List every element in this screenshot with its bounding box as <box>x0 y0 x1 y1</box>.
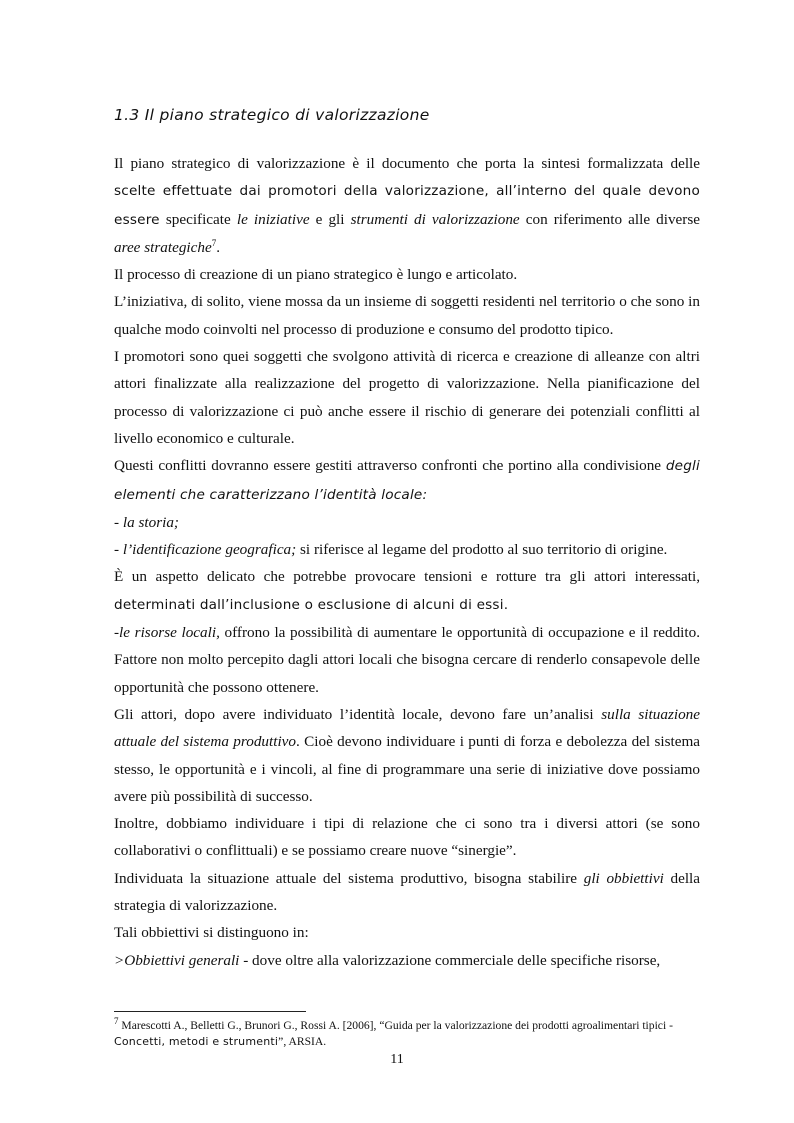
paragraph-11 <box>114 810 700 865</box>
p11-text-a: Inoltre, dobbiamo individuare i tipi di relazione che ci sono tra i diversi attori (se sono <box>114 815 700 833</box>
p14-emph-generali: >Obbiettivi generali <box>114 951 240 969</box>
p7-text-b: si riferisce al legame del prodotto al suo territorio di origine. <box>296 541 668 559</box>
paragraph-7 <box>114 536 700 563</box>
p11-text-b: collaborativi o conflittuali) e se possiamo creare nuove “sinergie”. <box>114 842 517 860</box>
p1-text-j: . <box>216 238 220 256</box>
p1-emph-aree: aree strategiche <box>114 238 212 256</box>
paragraph-5 <box>114 452 700 509</box>
p10-text-c: . Cioè devono individuare i punti di forza e debolezza del sistema stesso, le opportunità e i vincoli, al fine di programmare una serie di iniziative dove possiamo avere più possibilità di successo. <box>114 733 701 805</box>
p1-emph-strumenti: strumenti di valorizzazione <box>350 210 520 228</box>
p8-text-b: determinati dall’inclusione o esclusione di alcuni di essi. <box>114 596 509 613</box>
p10-text-a: Gli attori, dopo avere individuato l’identità locale, devono fare un’analisi <box>114 705 602 723</box>
p1-text-a: Il piano strategico di valorizzazione è il documento che porta la sintesi formalizzata delle <box>114 155 700 172</box>
paragraph-12 <box>114 865 700 920</box>
paragraph-14 <box>114 947 700 974</box>
paragraph-3: L’iniziativa, di solito, viene mossa da un insieme di soggetti residenti nel territorio o che sono in qualche modo coinvolti nel processo di produzione e consumo del prodotto tipico. <box>114 293 700 338</box>
p12-text-a: Individuata la situazione attuale del sistema produttivo, bisogna stabilire <box>114 869 584 887</box>
p10-emph-situazione: sulla situazione attuale del sistema produttivo <box>114 705 700 751</box>
footnote-reference[interactable]: 7 <box>211 237 217 248</box>
p1-text-c: specificate <box>165 210 237 228</box>
p12-emph-obbiettivi: gli obbiettivi <box>583 869 664 887</box>
footnote-divider <box>114 1011 306 1012</box>
paragraph-1 <box>114 150 700 261</box>
paragraph-10 <box>114 701 700 810</box>
paragraph-8 <box>114 563 700 619</box>
footnote <box>114 1018 700 1049</box>
paragraph-2: Il processo di creazione di un piano strategico è lungo e articolato. <box>114 266 518 284</box>
footnote-text-c: ”, ARSIA. <box>278 1034 327 1048</box>
p5-emph-elementi: degli elementi che caratterizzano l’identità locale: <box>114 458 701 503</box>
p7-emph-identificazione: - l’identificazione geografica; <box>114 541 297 559</box>
section-heading: 1.3 Il piano strategico di valorizzazione <box>114 106 430 124</box>
p9-text-b: offrono la possibilità di aumentare le opportunità di occupazione e il reddito. Fattore non molto percepito dagli attori locali che bisogna cercare di renderlo consapevole delle opportunità che possono ottenere. <box>114 624 700 696</box>
body-text <box>114 150 700 974</box>
p6-list-storia: - la storia; <box>114 513 179 531</box>
document-page <box>114 100 700 974</box>
p1-text-b: scelte effettuate dai promotori della valorizzazione, all’interno del quale devono essere <box>114 183 700 228</box>
p1-emph-iniziative: le iniziative <box>236 210 310 228</box>
p14-text-b: - dove oltre alla valorizzazione commerciale delle specifiche risorse, <box>239 951 661 969</box>
page-number: 11 <box>390 1052 404 1067</box>
footnote-text-b: Concetti, metodi e strumenti <box>114 1034 279 1048</box>
paragraph-4: I promotori sono quei soggetti che svolgono attività di ricerca e creazione di alleanze con altri attori finalizzate alla realizzazione del progetto di valorizzazione. Nella pianificazione del processo di valorizzazione ci può anche essere il rischio di generare dei potenziali conflitti al livello economico e culturale. <box>114 348 700 447</box>
p12-text-c: della strategia di valorizzazione. <box>114 869 701 915</box>
p5-text-a: Questi conflitti dovranno essere gestiti attraverso confronti che portino alla condivisione <box>114 457 662 475</box>
p1-text-g: con riferimento alle diverse <box>519 210 700 228</box>
p8-text-a: È un aspetto delicato che potrebbe provocare tensioni e rotture tra gli attori interessati, <box>114 568 700 586</box>
footnote-number: 7 <box>114 1016 119 1027</box>
footnote-text-a: Marescotti A., Belletti G., Brunori G., Rossi A. [2006], “Guida per la valorizzazione dei prodotti agroalimentari tipici - <box>118 1019 673 1032</box>
paragraph-6 <box>114 509 700 536</box>
p1-text-e: e gli <box>309 210 351 228</box>
paragraph-9 <box>114 619 700 701</box>
p9-emph-risorse: -le risorse locali, <box>114 624 220 642</box>
paragraph-13: Tali obbiettivi si distinguono in: <box>114 924 309 942</box>
